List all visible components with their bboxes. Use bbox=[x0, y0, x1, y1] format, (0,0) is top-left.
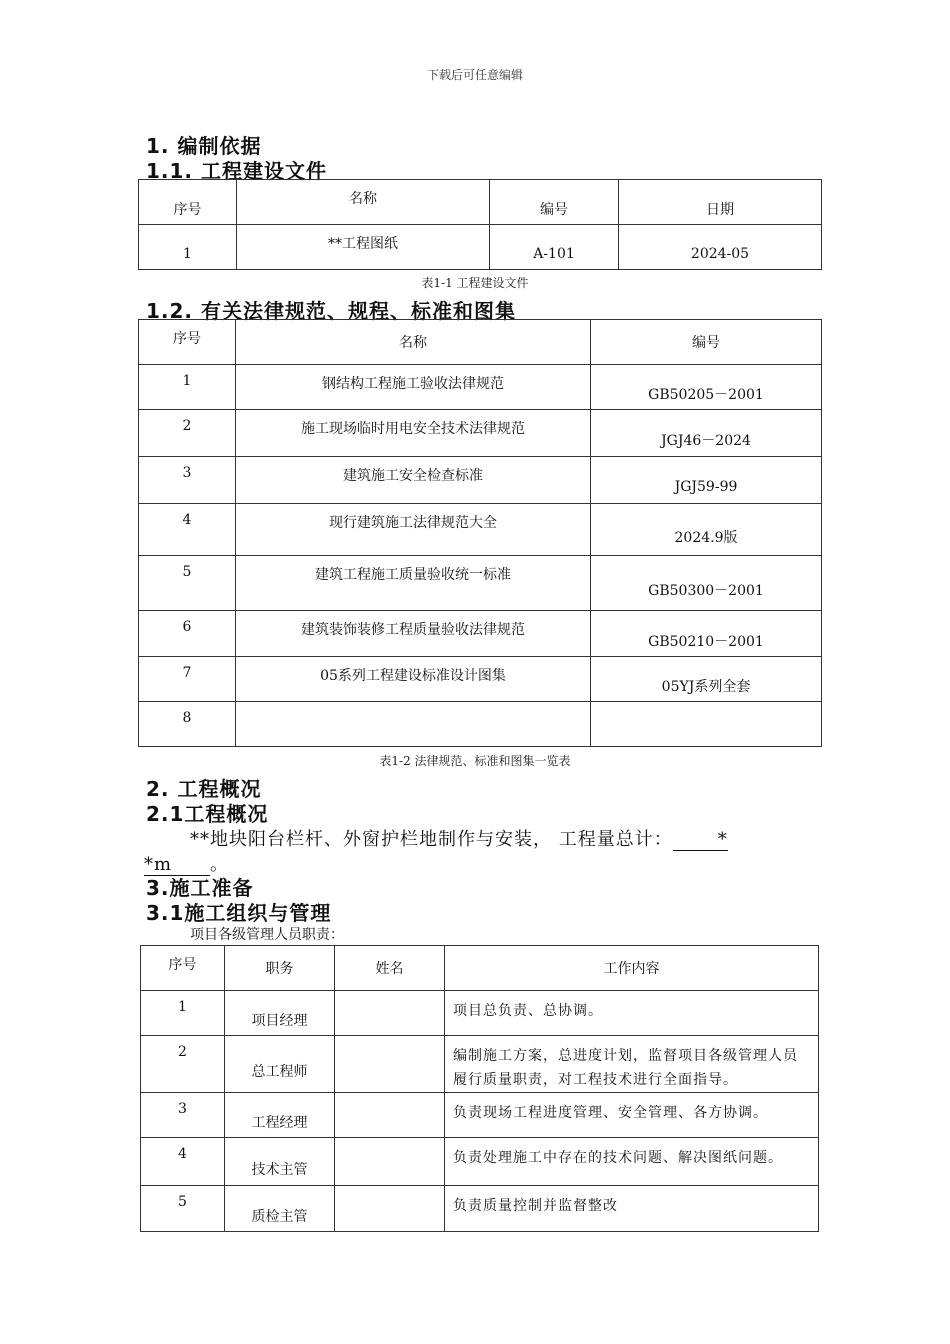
table-row bbox=[139, 365, 822, 410]
cell-code: GB50210－2001 bbox=[591, 611, 822, 657]
cell-name: 现行建筑施工法律规范大全 bbox=[236, 504, 591, 556]
heading-2-1: 2.1工程概况 bbox=[146, 802, 269, 826]
cell-duties: 负责质量控制并监督整改 bbox=[445, 1186, 819, 1232]
overview-text: **地块阳台栏杆、外窗护栏地制作与安装， 工程量总计： bbox=[190, 829, 673, 850]
cell-code: JGJ46－2024 bbox=[591, 410, 822, 457]
cell-index: 6 bbox=[139, 611, 236, 657]
table-construction-documents bbox=[138, 179, 822, 270]
table-row bbox=[139, 225, 822, 270]
cell-name bbox=[335, 1036, 445, 1093]
heading-3: 3.施工准备 bbox=[146, 876, 254, 900]
cell-name bbox=[236, 702, 591, 747]
cell-name bbox=[335, 1138, 445, 1186]
table-row bbox=[139, 702, 822, 747]
cell-position: 项目经理 bbox=[225, 991, 335, 1036]
cell-name: 施工现场临时用电安全技术法律规范 bbox=[236, 410, 591, 457]
quantity-unit-blank: *m bbox=[144, 854, 210, 876]
cell-position: 质检主管 bbox=[225, 1186, 335, 1232]
cell-name bbox=[335, 1093, 445, 1138]
table-row bbox=[141, 1186, 819, 1232]
heading-1: 1. 编制依据 bbox=[146, 134, 262, 158]
table-row bbox=[139, 556, 822, 611]
cell-code bbox=[591, 702, 822, 747]
cell-index: 2 bbox=[141, 1036, 225, 1093]
th-code: 编号 bbox=[591, 320, 822, 365]
cell-duties: 项目总负责、总协调。 bbox=[445, 991, 819, 1036]
table-row bbox=[139, 410, 822, 457]
quantity-blank: * bbox=[673, 829, 728, 851]
table-standards bbox=[138, 319, 822, 747]
th-name: 名称 bbox=[236, 320, 591, 365]
mgmt-intro: 项目各级管理人员职责： bbox=[190, 927, 344, 943]
cell-index: 3 bbox=[141, 1093, 225, 1138]
th-position: 职务 bbox=[225, 946, 335, 991]
table1-caption: 表1-1 工程建设文件 bbox=[421, 276, 529, 290]
table-row bbox=[141, 1138, 819, 1186]
cell-name bbox=[335, 991, 445, 1036]
cell-code: GB50300－2001 bbox=[591, 556, 822, 611]
cell-index: 1 bbox=[139, 365, 236, 410]
heading-1-1: 1.1. 工程建设文件 bbox=[146, 159, 327, 183]
page-header-note: 下载后可任意编辑 bbox=[426, 68, 523, 82]
heading-2: 2. 工程概况 bbox=[146, 777, 262, 801]
table-row bbox=[141, 991, 819, 1036]
cell-index: 3 bbox=[139, 457, 236, 504]
overview-end: 。 bbox=[210, 854, 229, 875]
cell-name: 05系列工程建设标准设计图集 bbox=[236, 657, 591, 702]
th-date: 日期 bbox=[619, 180, 822, 225]
table-header-row bbox=[139, 180, 822, 225]
heading-1-2: 1.2. 有关法律规范、规程、标准和图集 bbox=[146, 299, 516, 323]
cell-index: 4 bbox=[139, 504, 236, 556]
cell-duties: 负责现场工程进度管理、安全管理、各方协调。 bbox=[445, 1093, 819, 1138]
cell-index: 1 bbox=[139, 225, 237, 270]
cell-position: 工程经理 bbox=[225, 1093, 335, 1138]
th-code: 编号 bbox=[490, 180, 619, 225]
th-name: 名称 bbox=[237, 180, 490, 225]
cell-date: 2024-05 bbox=[619, 225, 822, 270]
overview-paragraph bbox=[190, 825, 728, 851]
cell-position: 技术主管 bbox=[225, 1138, 335, 1186]
cell-index: 5 bbox=[141, 1186, 225, 1232]
table-row bbox=[139, 457, 822, 504]
th-name: 姓名 bbox=[335, 946, 445, 991]
table-header-row bbox=[141, 946, 819, 991]
cell-index: 7 bbox=[139, 657, 236, 702]
cell-duties: 编制施工方案，总进度计划，监督项目各级管理人员履行质量职责，对工程技术进行全面指导。 bbox=[445, 1036, 819, 1093]
cell-code: A-101 bbox=[490, 225, 619, 270]
cell-index: 5 bbox=[139, 556, 236, 611]
table2-caption: 表1-2 法律规范、标准和图集一览表 bbox=[379, 754, 571, 768]
heading-3-1: 3.1施工组织与管理 bbox=[146, 901, 332, 925]
cell-code: JGJ59-99 bbox=[591, 457, 822, 504]
th-index: 序号 bbox=[139, 180, 237, 225]
cell-index: 4 bbox=[141, 1138, 225, 1186]
table-row bbox=[139, 504, 822, 556]
cell-position: 总工程师 bbox=[225, 1036, 335, 1093]
cell-duties: 负责处理施工中存在的技术问题、解决图纸问题。 bbox=[445, 1138, 819, 1186]
cell-name: 建筑工程施工质量验收统一标准 bbox=[236, 556, 591, 611]
cell-code: GB50205－2001 bbox=[591, 365, 822, 410]
table-row bbox=[139, 657, 822, 702]
cell-name: 建筑施工安全检查标准 bbox=[236, 457, 591, 504]
cell-index: 1 bbox=[141, 991, 225, 1036]
th-index: 序号 bbox=[141, 946, 225, 991]
cell-code: 05YJ系列全套 bbox=[591, 657, 822, 702]
cell-name: 钢结构工程施工验收法律规范 bbox=[236, 365, 591, 410]
cell-index: 8 bbox=[139, 702, 236, 747]
table-row bbox=[141, 1093, 819, 1138]
table-row bbox=[141, 1036, 819, 1093]
cell-name: 建筑装饰装修工程质量验收法律规范 bbox=[236, 611, 591, 657]
cell-name: **工程图纸 bbox=[237, 225, 490, 270]
cell-name bbox=[335, 1186, 445, 1232]
cell-index: 2 bbox=[139, 410, 236, 457]
th-duties: 工作内容 bbox=[445, 946, 819, 991]
table-header-row bbox=[139, 320, 822, 365]
table-row bbox=[139, 611, 822, 657]
cell-code: 2024.9版 bbox=[591, 504, 822, 556]
table-management bbox=[140, 945, 819, 1232]
th-index: 序号 bbox=[139, 320, 236, 365]
